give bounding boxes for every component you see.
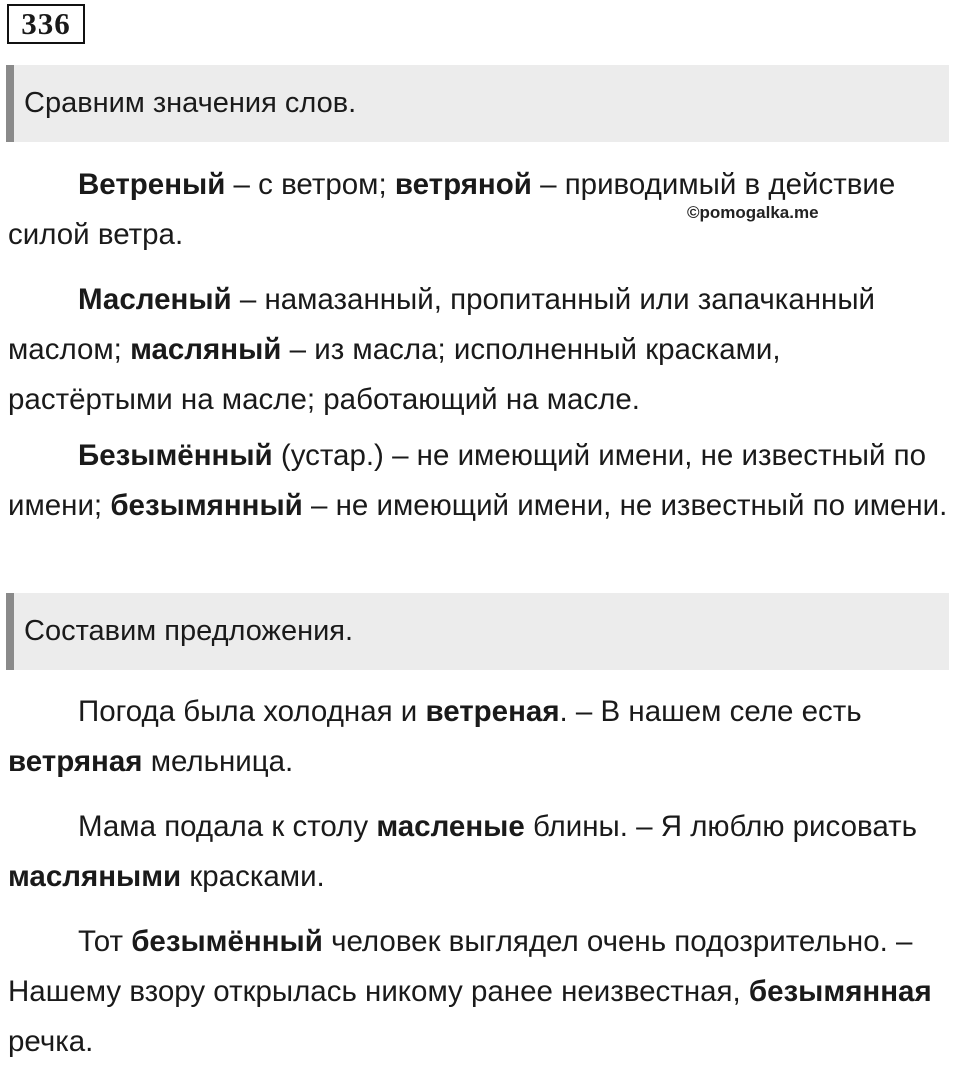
term-word: безымянный (110, 489, 303, 522)
definition-text: (устар.) – не имеющий имени, не известный по имени; (8, 439, 927, 522)
sentence-paragraph-maslo (8, 802, 948, 902)
term-word: Масленый (78, 283, 232, 316)
term-word: безымённый (131, 925, 323, 958)
definition-text: – из масла; исполненный красками, растёртыми на масле; работающий на масле. (8, 333, 781, 416)
section-heading-sentences: Составим предложения. (6, 593, 949, 670)
term-word: ветряной (394, 168, 532, 201)
sentence-paragraph-imya (8, 917, 948, 1067)
definition-text: – намазанный, пропитанный или запачканный маслом; (8, 283, 876, 366)
sentence-paragraph-veter (8, 687, 948, 787)
sentence-text: Мама подала к столу (78, 810, 377, 843)
term-word: ветряная (8, 745, 143, 778)
task-number: 336 (7, 4, 85, 44)
definition-text: – не имеющий имени, не известный по имени. (302, 489, 948, 522)
sentence-text: красками. (181, 860, 325, 893)
term-word: безымянная (748, 975, 932, 1008)
term-word: Безымённый (78, 439, 273, 472)
sentence-text: . – В нашем селе есть (559, 695, 862, 728)
term-word: масляный (130, 333, 282, 366)
sentence-text: мельница. (142, 745, 294, 778)
meaning-paragraph-maslo (8, 275, 948, 425)
term-word: ветреная (425, 695, 560, 728)
definition-text: – приводимый в действие силой ветра. (8, 168, 896, 251)
sentence-text: человек выглядел очень подозрительно. – Нашему взору открылась никому ранее неизвестная, (8, 925, 913, 1008)
term-word: Ветреный (78, 168, 226, 201)
sentence-text: Погода была холодная и (78, 695, 426, 728)
watermark: ©pomogalka.me (687, 203, 819, 222)
definition-text: – с ветром; (225, 168, 395, 201)
term-word: масленые (376, 810, 525, 843)
section-heading-meanings: Сравним значения слов. (6, 65, 949, 142)
meaning-paragraph-imya (8, 431, 948, 531)
sentence-text: блины. – Я люблю рисовать (524, 810, 917, 843)
sentence-text: Тот (78, 925, 132, 958)
sentence-text: речка. (8, 1025, 94, 1058)
term-word: масляными (8, 860, 182, 893)
